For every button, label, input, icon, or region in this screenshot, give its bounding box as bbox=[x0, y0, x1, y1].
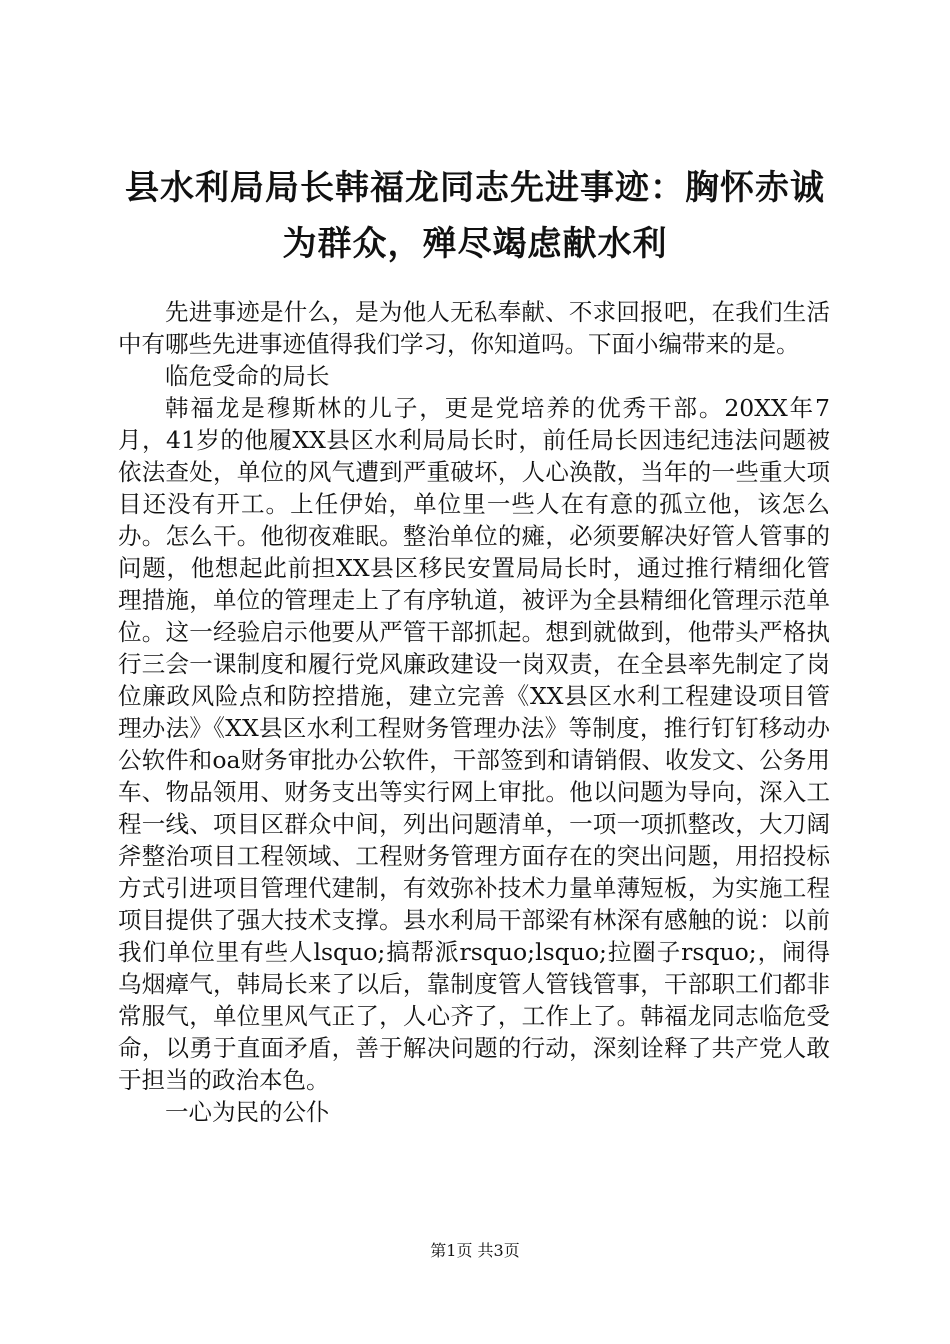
document-body bbox=[118, 296, 830, 1128]
section-heading: 一心为民的公仆 bbox=[165, 1098, 330, 1126]
title-line-2: 为群众，殚尽竭虑献水利 bbox=[282, 224, 668, 264]
page-number-footer: 第1页 共3页 bbox=[430, 1241, 520, 1260]
document-title bbox=[100, 160, 850, 272]
title-line-1: 县水利局局长韩福龙同志先进事迹：胸怀赤诚 bbox=[125, 168, 825, 208]
section-heading: 临危受命的局长 bbox=[165, 362, 330, 390]
body-paragraph: 韩福龙是穆斯林的儿子，更是党培养的优秀干部。20XX年7月，41岁的他履XX县区水利局局长时，前任局长因违纪违法问题被依法查处，单位的风气遭到严重破坏，人心涣散，当年的一些重大项目还没有开工。上任伊始，单位里一些人在有意的孤立他，该怎么办。怎么干。他彻夜难眠。整治单位的瘫，必须要解决好管人管事的问题，他想起此前担XX县区移民安置局局长时，通过推行精细化管理措施，单位的管理走上了有序轨道，被评为全县精细化管理示范单位。这一经验启示他要从严管干部抓起。想到就做到，他带头严格执行三会一课制度和履行党风廉政建设一岗双责，在全县率先制定了岗位廉政风险点和防控措施，建立完善《XX县区水利工程建设项目管理办法》《XX县区水利工程财务管理办法》等制度，推行钉钉移动办公软件和oa财务审批办公软件，干部签到和请销假、收发文、公务用车、物品领用、财务支出等实行网上审批。他以问题为导向，深入工程一线、项目区群众中间，列出问题清单，一项一项抓整改，大刀阔斧整治项目工程领域、工程财务管理方面存在的突出问题，用招投标方式引进项目管理代建制，有效弥补技术力量单薄短板，为实施工程项目提供了强大技术支撑。县水利局干部梁有林深有感触的说：以前我们单位里有些人lsquo;搞帮派rsquo;lsquo;拉圈子rsquo;，闹得乌烟瘴气，韩局长来了以后，靠制度管人管钱管事，干部职工们都非常服气，单位里风气正了，人心齐了，工作上了。韩福龙同志临危受命，以勇于直面矛盾，善于解决问题的行动，深刻诠释了共产党人敢于担当的政治本色。 bbox=[118, 394, 830, 1094]
intro-paragraph: 先进事迹是什么，是为他人无私奉献、不求回报吧，在我们生活中有哪些先进事迹值得我们学习，你知道吗。下面小编带来的是。 bbox=[118, 298, 830, 358]
